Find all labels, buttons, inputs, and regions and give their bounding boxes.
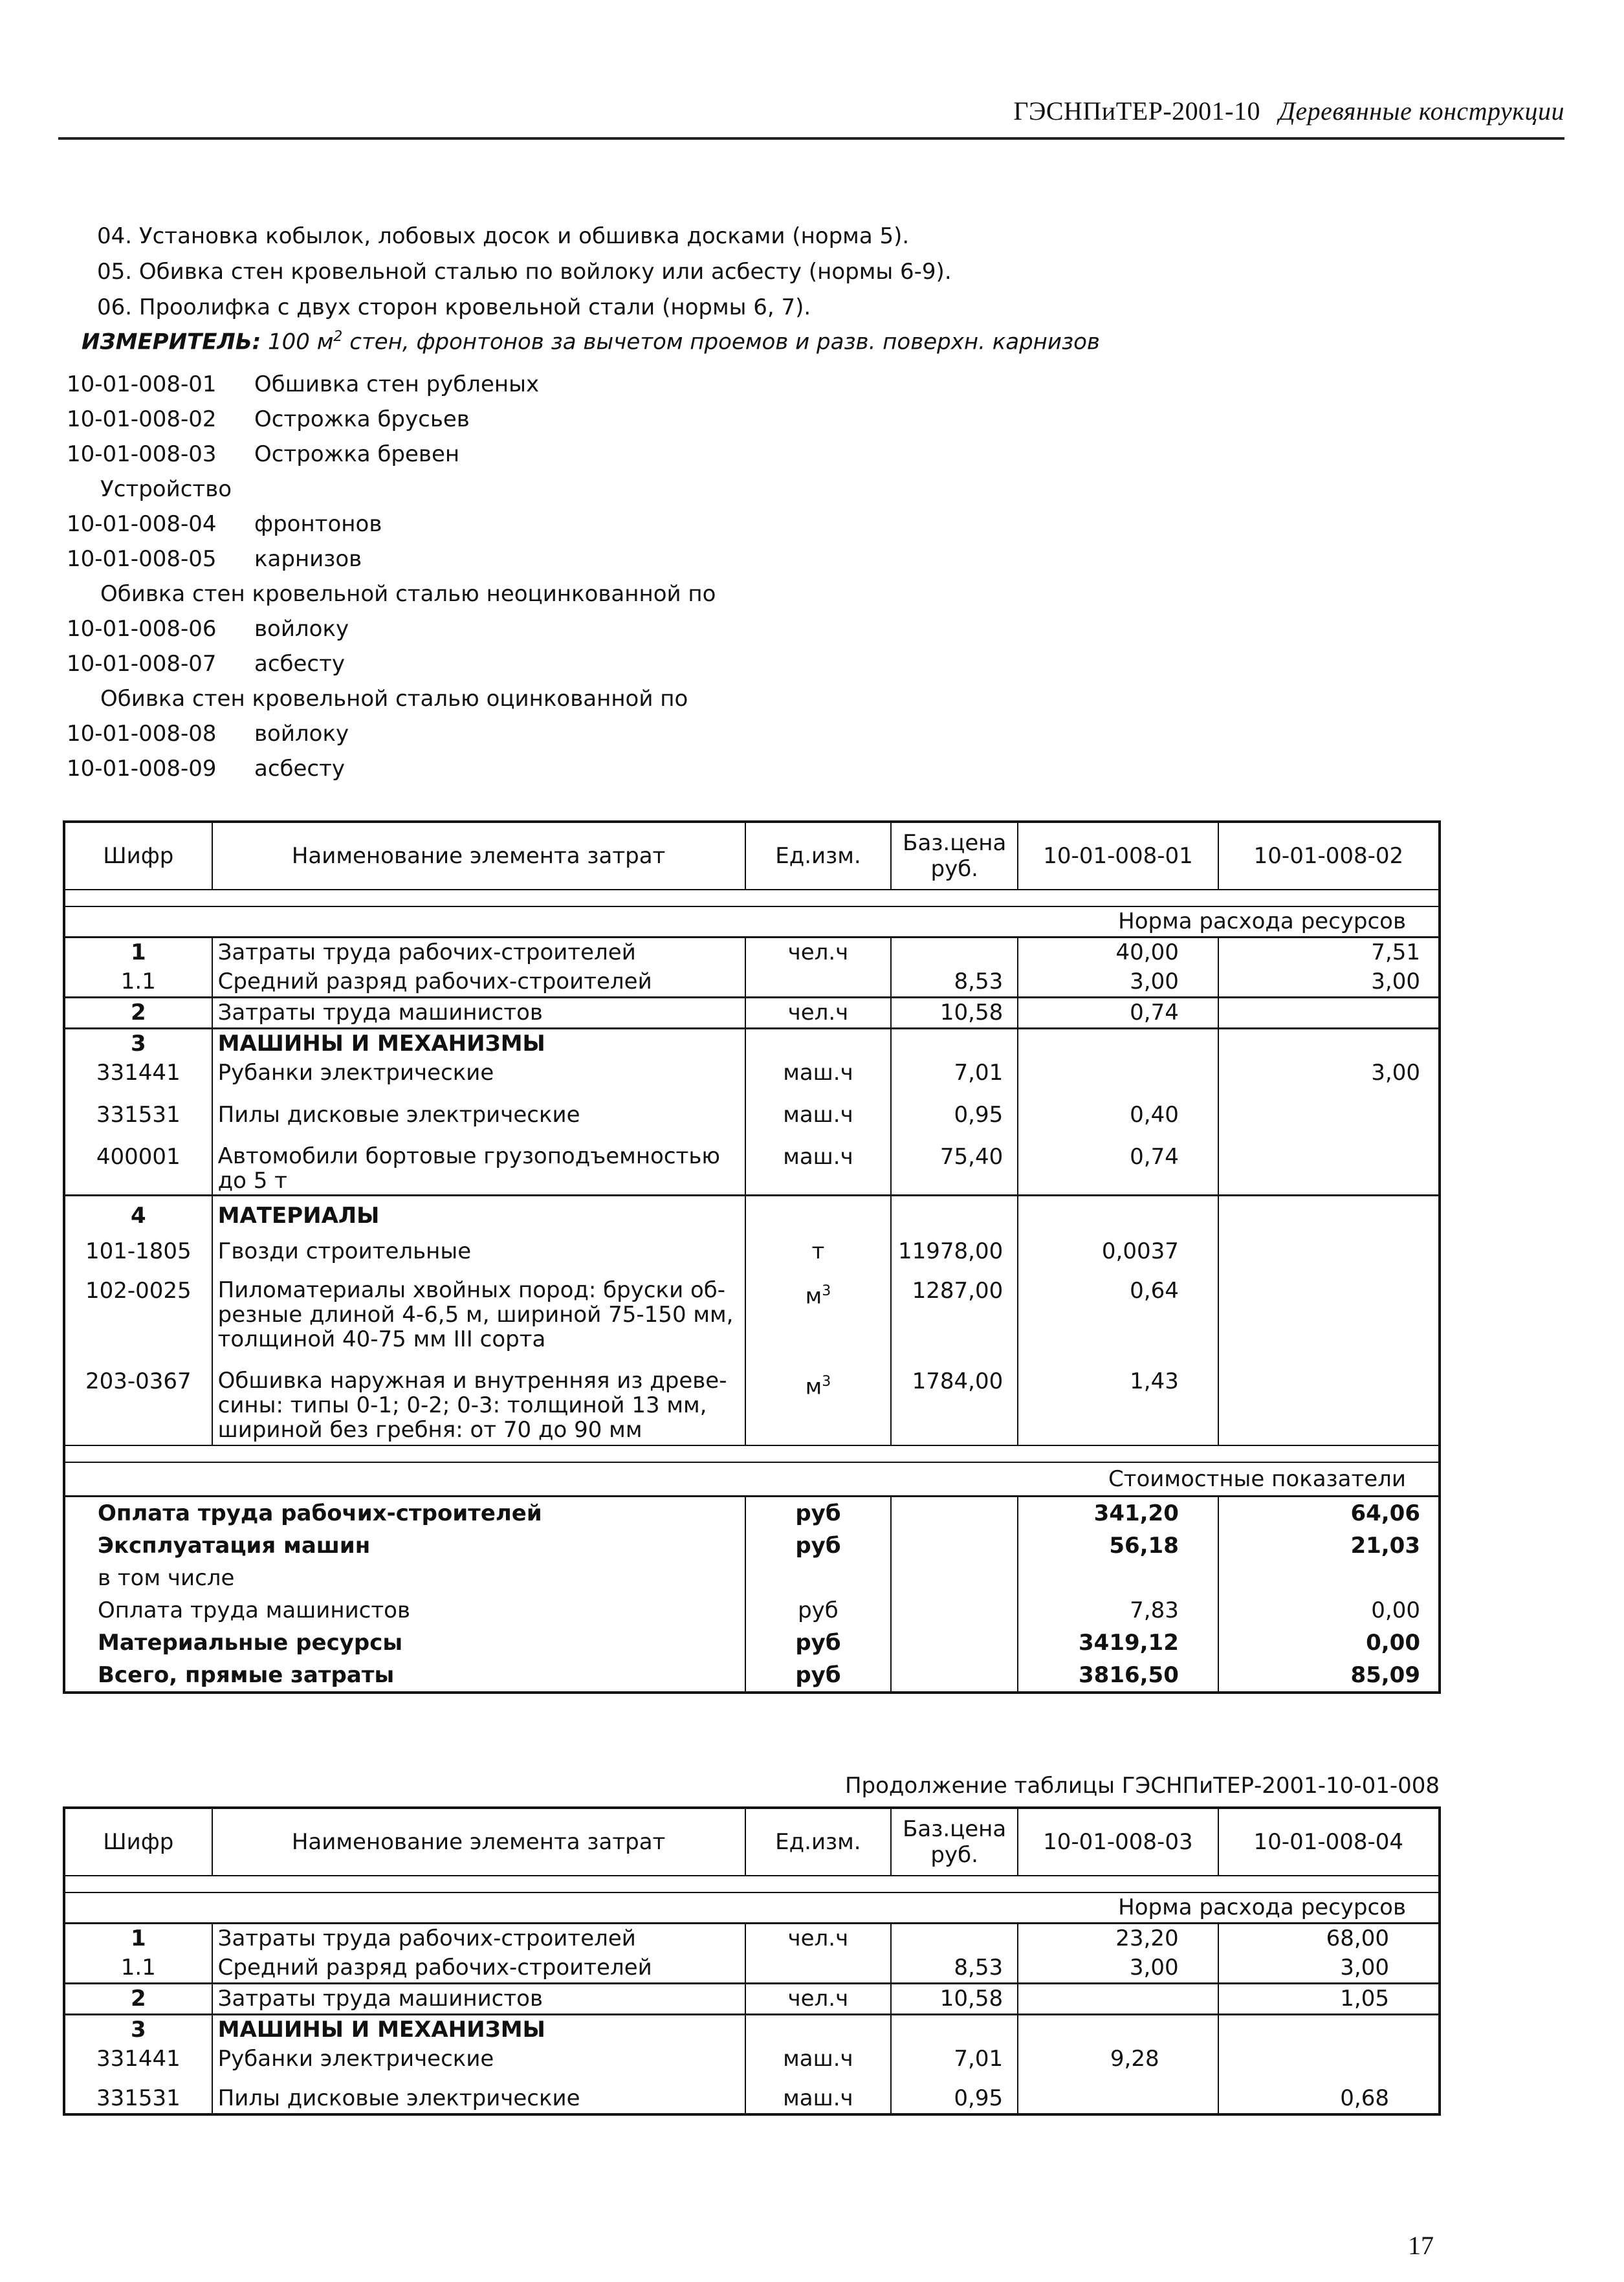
- measure-sup: 2: [333, 329, 343, 345]
- table-header-row: [64, 822, 1440, 890]
- cost-row: Оплата труда рабочих-строителей руб 341,20 64,06: [64, 1497, 1440, 1530]
- cost-row: Оплата труда машинистов руб 7,83 0,00: [64, 1594, 1440, 1627]
- measure-text: 100 м: [268, 329, 334, 355]
- header-part: ГЭСНПиТЕР-2001-10: [1013, 96, 1260, 126]
- resource-table-1: [63, 820, 1441, 1694]
- measure-label: ИЗМЕРИТЕЛЬ:: [82, 329, 261, 355]
- table-continuation-caption: Продолжение таблицы ГЭСНПиТЕР-2001-10-01-008: [844, 1773, 1440, 1799]
- table-row: 1 Затраты труда рабочих-строителей чел.ч 23,20 68,00: [64, 1924, 1440, 1954]
- table-row: 1.1 Средний разряд рабочих-строителей 8,53 3,00 3,00: [64, 967, 1440, 998]
- table-row: 102-0025 Пиломатериалы хвойных пород: бруски об- резные длиной 4-6,5 м, шириной 75-150 мм, толщиной 40-75 мм III сорта $м^3$ 1287,00 0,64: [64, 1266, 1440, 1353]
- table-row: 203-0367 Обшивка наружная и внутренняя из древе- сины: типы 0-1; 0-2; 0-3: толщиной 13 мм, шириной без гребня: от 70 до 90 мм $м^3$ 1784,00 1,43: [64, 1353, 1440, 1445]
- table-row: 331441 Рубанки электрические маш.ч 7,01 9,28: [64, 2045, 1440, 2074]
- table-row: 101-1805 Гвозди строительные т 11978,00 0,0037: [64, 1231, 1440, 1266]
- table-row: 1.1 Средний разряд рабочих-строителей 8,53 3,00 3,00: [64, 1953, 1440, 1984]
- table-row: 1 Затраты труда рабочих-строителей чел.ч 40,00 7,51: [64, 938, 1440, 968]
- table-section-row: 4 МАТЕРИАЛЫ: [64, 1196, 1440, 1231]
- operation-item: 04. Установка кобылок, лобовых досок и обшивка досками (норма 5).: [97, 223, 910, 249]
- cost-row: Эксплуатация машин руб 56,18 21,03: [64, 1530, 1440, 1562]
- col-header-code: Шифр: [64, 1808, 212, 1876]
- table-row: 2 Затраты труда машинистов чел.ч 10,58 0,74: [64, 998, 1440, 1029]
- measure-text-rest: стен, фронтонов за вычетом проемов и разв. поверхн. карнизов: [342, 329, 1100, 355]
- running-header: [1013, 96, 1564, 126]
- norm-title: Норма расхода ресурсов: [64, 906, 1440, 938]
- table-row: 2 Затраты труда машинистов чел.ч 10,58 1,05: [64, 1984, 1440, 2015]
- col-header-norm-1: 10-01-008-01: [1018, 822, 1218, 890]
- page-number: 17: [1408, 2231, 1434, 2260]
- col-header-norm-3: 10-01-008-03: [1018, 1808, 1218, 1876]
- norm-title: Норма расхода ресурсов: [64, 1893, 1440, 1924]
- cost-row: Материальные ресурсы руб 3419,12 0,00: [64, 1627, 1440, 1659]
- table-row: 400001 Автомобили бортовые грузоподъемностью до 5 т маш.ч 75,40 0,74: [64, 1130, 1440, 1196]
- measure-line: [82, 329, 1100, 355]
- col-header-name: Наименование элемента затрат: [212, 1808, 745, 1876]
- col-header-unit: Ед.изм.: [745, 1808, 892, 1876]
- col-header-price: Баз.цена руб.: [891, 1808, 1018, 1876]
- resource-table-2: [63, 1806, 1441, 2116]
- cost-title: Стоимостные показатели: [64, 1462, 1440, 1497]
- cost-row: в том числе: [64, 1562, 1440, 1594]
- col-header-code: Шифр: [64, 822, 212, 890]
- table-row: 331441 Рубанки электрические маш.ч 7,01 3,00: [64, 1059, 1440, 1088]
- col-header-name: Наименование элемента затрат: [212, 822, 745, 890]
- operation-item: 06. Проолифка с двух сторон кровельной стали (нормы 6, 7).: [97, 294, 811, 320]
- table-section-row: 3 МАШИНЫ И МЕХАНИЗМЫ: [64, 2015, 1440, 2045]
- table-section-row: 3 МАШИНЫ И МЕХАНИЗМЫ: [64, 1029, 1440, 1059]
- col-header-unit: Ед.изм.: [745, 822, 892, 890]
- header-section: Деревянные конструкции: [1278, 96, 1564, 126]
- col-header-norm-2: 10-01-008-02: [1218, 822, 1440, 890]
- col-header-price: Баз.цена руб.: [891, 822, 1018, 890]
- table-row: 331531 Пилы дисковые электрические маш.ч 0,95 0,40: [64, 1088, 1440, 1130]
- col-header-norm-4: 10-01-008-04: [1218, 1808, 1440, 1876]
- table-row: 331531 Пилы дисковые электрические маш.ч 0,95 0,68: [64, 2074, 1440, 2114]
- norm-title-row: [64, 906, 1440, 938]
- cost-title-row: [64, 1462, 1440, 1497]
- header-rule: [58, 137, 1564, 140]
- norm-title-row: [64, 1893, 1440, 1924]
- table-header-row: [64, 1808, 1440, 1876]
- cost-row: Всего, прямые затраты руб 3816,50 85,09: [64, 1659, 1440, 1693]
- operation-item: 05. Обивка стен кровельной сталью по войлоку или асбесту (нормы 6-9).: [97, 259, 952, 285]
